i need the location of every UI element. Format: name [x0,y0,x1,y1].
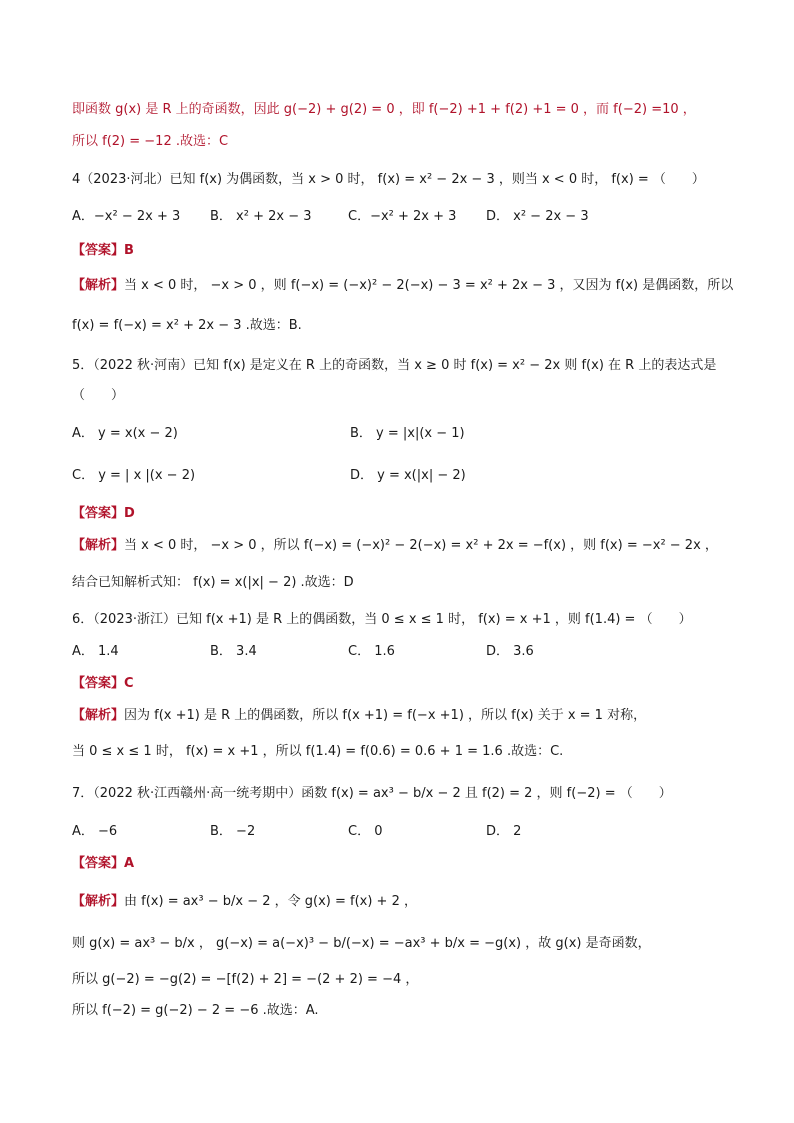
q5-option-c: C． y = | x |(x − 2) [72,468,196,483]
q6-answer [72,674,134,694]
analysis-label: 【解析】 [72,278,125,293]
q5-stem-line-1: 5．（2022 秋·河南）已知 f(x) 是定义在 R 上的奇函数，当 x ≥ 0 时 f(x) = x² − 2x 则 f(x) 在 R 上的表达式是 [72,358,717,373]
q6-option-d: D． 3.6 [486,644,534,659]
q4-option-a: A．−x² − 2x + 3 [72,209,181,224]
answer-label: 【答案】 [72,856,125,871]
q4-answer [72,241,134,261]
q7-stem: 7．（2022 秋·江西赣州·高一统考期中）函数 f(x) = ax³ − b/x − 2 且 f(2) = 2 ，则 f(−2) = （ ） [72,786,672,801]
q7-option-d: D． 2 [486,824,522,839]
q6-analysis-line-1 [72,706,646,726]
analysis-text: 当 x < 0 时， −x > 0 ，所以 f(−x) = (−x)² − 2(−x) = x² + 2x = −f(x) ，则 f(x) = −x² − 2x ， [124,538,718,553]
answer-label: 【答案】 [72,243,125,258]
q4-options [72,207,734,227]
q6-option-a: A． 1.4 [72,644,119,659]
q5-answer [72,504,135,524]
answer-value: A [124,856,135,871]
q6-option-c: C． 1.6 [348,644,395,659]
q6-options [72,642,734,662]
q6-option-b: B． 3.4 [210,644,257,659]
analysis-label: 【解析】 [72,894,125,909]
answer-label: 【答案】 [72,506,125,521]
q4-option-c: C．−x² + 2x + 3 [348,209,457,224]
q7-options [72,822,734,842]
q4-option-d: D． x² − 2x − 3 [486,209,589,224]
answer-value: C [124,676,134,691]
q7-option-c: C． 0 [348,824,383,839]
analysis-text: 由 f(x) = ax³ − b/x − 2 ，令 g(x) = f(x) + 2 ， [124,894,417,909]
q3-analysis-line-2: 所以 f(2) = −12 .故选：C [72,134,229,149]
q7-answer [72,854,134,874]
q5-analysis-line-1 [72,536,718,556]
q6-stem: 6．（2023·浙江）已知 f(x +1) 是 R 上的偶函数，当 0 ≤ x ≤ 1 时， f(x) = x +1 ，则 f(1.4) = （ ） [72,612,692,627]
q7-option-b: B． −2 [210,824,256,839]
q5-option-b: B． y = |x|(x − 1) [350,426,465,441]
q5-analysis-line-2: 结合已知解析式知： f(x) = x(|x| − 2) .故选：D [72,575,354,590]
analysis-label: 【解析】 [72,538,125,553]
q7-analysis-line-3: 所以 g(−2) = −g(2) = −[f(2) + 2] = −(2 + 2) = −4 ， [72,972,419,987]
answer-value: B [124,243,134,258]
q5-option-a: A． y = x(x − 2) [72,426,178,441]
q7-analysis-line-2: 则 g(x) = ax³ − b/x ， g(−x) = a(−x)³ − b/(−x) = −ax³ + b/x = −g(x) ，故 g(x) 是奇函数， [72,936,651,951]
q4-stem: 4（2023·河北）已知 f(x) 为偶函数，当 x > 0 时， f(x) = x² − 2x − 3 ，则当 x < 0 时， f(x) = （ ） [72,172,705,187]
q6-analysis-line-2: 当 0 ≤ x ≤ 1 时， f(x) = x +1 ，所以 f(1.4) = f(0.6) = 0.6 + 1 = 1.6 .故选：C. [72,744,564,759]
q4-option-b: B． x² + 2x − 3 [210,209,312,224]
q7-analysis-line-4: 所以 f(−2) = g(−2) − 2 = −6 .故选：A. [72,1003,319,1018]
q5-stem-line-2: （ ） [72,388,125,403]
q4-analysis-line-1 [72,276,733,296]
answer-value: D [124,506,135,521]
q7-analysis-line-1 [72,892,417,912]
answer-label: 【答案】 [72,676,125,691]
q3-analysis-line-1: 即函数 g(x) 是 R 上的奇函数，因此 g(−2) + g(2) = 0 ，即 f(−2) +1 + f(2) +1 = 0 ，而 f(−2) =10 ， [72,102,696,117]
q7-option-a: A． −6 [72,824,118,839]
analysis-text: 当 x < 0 时， −x > 0 ，则 f(−x) = (−x)² − 2(−x) − 3 = x² + 2x − 3 ，又因为 f(x) 是偶函数，所以 [124,278,734,293]
q4-analysis-line-2: f(x) = f(−x) = x² + 2x − 3 .故选：B. [72,318,302,333]
q5-option-d: D． y = x(|x| − 2) [350,468,466,483]
analysis-text: 因为 f(x +1) 是 R 上的偶函数，所以 f(x +1) = f(−x +1) ，所以 f(x) 关于 x = 1 对称， [124,708,647,723]
analysis-label: 【解析】 [72,708,125,723]
